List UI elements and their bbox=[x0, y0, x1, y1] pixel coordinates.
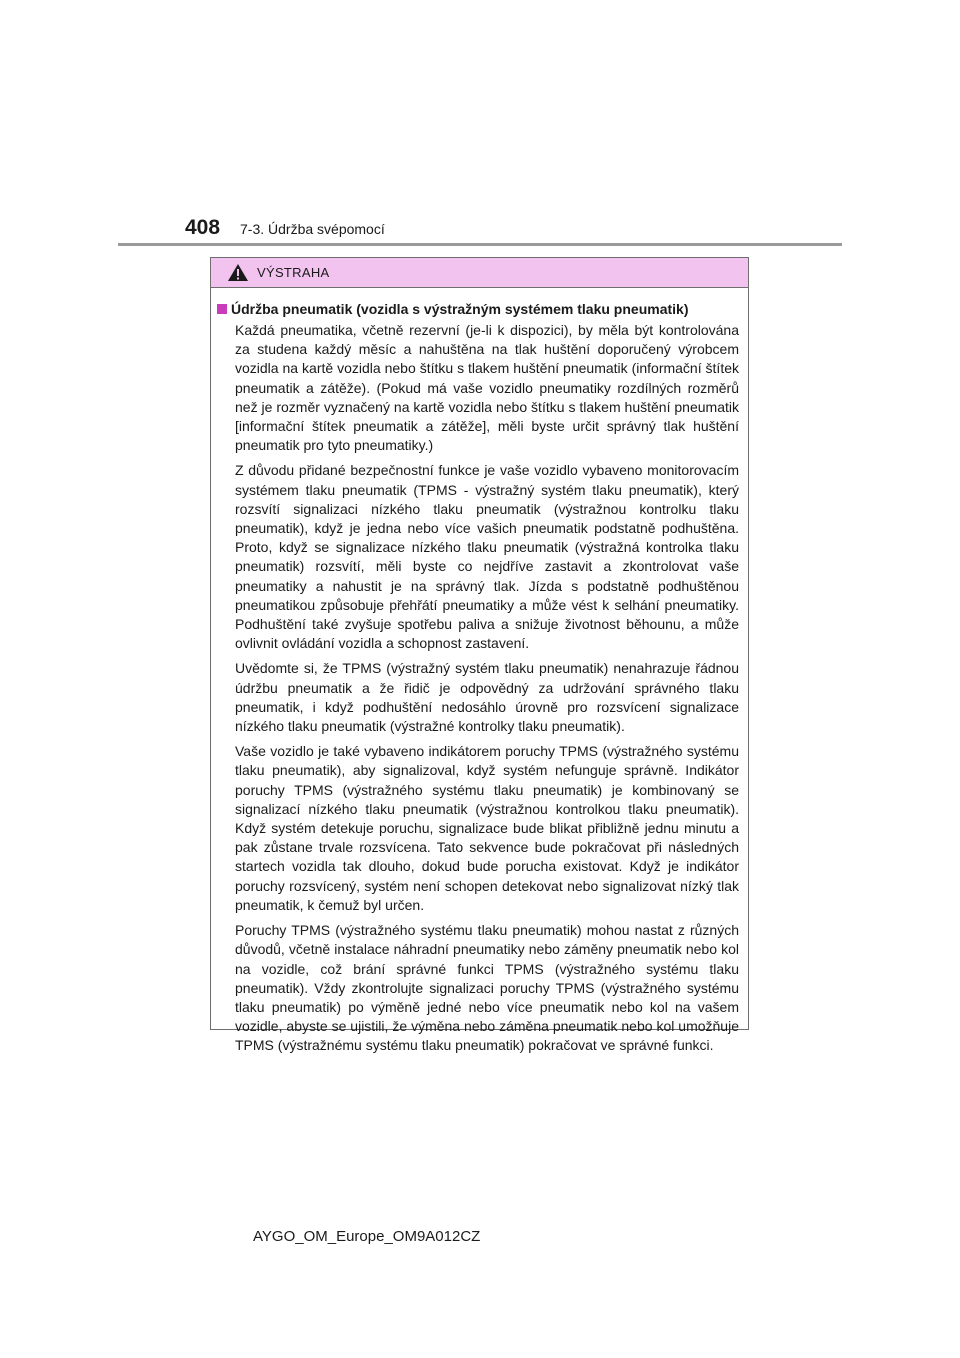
item-heading-text: Údržba pneumatik (vozidla s výstražným systémem tlaku pneumatik) bbox=[231, 301, 689, 317]
document-code: AYGO_OM_Europe_OM9A012CZ bbox=[253, 1228, 481, 1245]
section-title: 7-3. Údržba svépomocí bbox=[240, 221, 385, 237]
warning-title: VÝSTRAHA bbox=[257, 265, 330, 280]
item-heading bbox=[217, 301, 739, 317]
paragraph: Z důvodu přidané bezpečnostní funkce je vaše vozidlo vybaveno monitorovacím systémem tlaku pneumatik (TPMS - výstražný systém tlaku pneumatik), který rozsvítí signalizaci nízkého tlaku pneumatik (výstražnou kontrolku tlaku pneumatik), když je jedna nebo více vašich pneumatik podstatně podhuštěna. Proto, když se signalizace nízkého tlaku pneumatik (výstražná kontrolka tlaku pneumatik) rozsvítí, měli byste co nejdříve zastavit a zkontrolovat vaše pneumatiky a nahustit je na správný tlak. Jízda s podstatně podhuštěnou pneumatikou způsobuje přehřátí pneumatiky a může vést k selhání pneumatiky. Podhuštění také zvyšuje spotřebu paliva a snižuje životnost běhounu, a může ovlivnit ovládání vozidla a schopnost zastavení. bbox=[235, 462, 739, 652]
warning-header bbox=[211, 258, 748, 288]
paragraph: Poruchy TPMS (výstražného systému tlaku pneumatik) mohou nastat z různých důvodů, včetně instalace náhradní pneumatiky nebo záměny pneumatik nebo kol na vozidle, což brání správné funkci TPMS (výstražného systému tlaku pneumatik). Vždy zkontrolujte signalizaci poruchy TPMS (výstražného systému tlaku pneumatik) po výměně jedné nebo více pneumatik nebo kol na vašem vozidle, abyste se ujistili, že výměna nebo záměna pneumatik nebo kol umožňuje TPMS (výstražnému systému tlaku pneumatik) pokračovat ve správné funkci. bbox=[235, 922, 739, 1054]
warning-triangle-icon bbox=[227, 263, 249, 282]
paragraph: Každá pneumatika, včetně rezervní (je-li k dispozici), by měla být kontrolována za studena každý měsíc a nahuštěna na tlak huštění doporučený výrobcem vozidla na kartě vozidla nebo štítku s tlakem huštění pneumatik (informační štítek pneumatik a zátěže). (Pokud má vaše vozidlo pneumatiky rozdílných rozměrů než je rozměr vyznačený na kartě vozidla nebo štítku s tlakem huštění pneumatik [informační štítek pneumatik a zátěže], měli byste určit správný tlak huštění pneumatik pro tyto pneumatiky.) bbox=[235, 322, 739, 454]
paragraph: Vaše vozidlo je také vybaveno indikátorem poruchy TPMS (výstražného systému tlaku pneumatik), aby signalizoval, když systém nefunguje správně. Indikátor poruchy TPMS (výstražného systému tlaku pneumatik) je kombinovaný se signalizací nízkého tlaku pneumatik (výstražnou kontrolkou tlaku pneumatik). Když systém detekuje poruchu, signalizace bude blikat přibližně jednu minutu a pak zůstane trvale rozsvícena. Tato sekvence bude pokračovat při následných startech vozidla tak dlouho, dokud bude porucha existovat. Když je indikátor poruchy rozsvícený, systém není schopen detekovat nebo signalizovat nízký tlak pneumatik, k čemuž byl určen. bbox=[235, 743, 739, 913]
page-number: 408 bbox=[185, 216, 221, 239]
warning-body bbox=[211, 288, 748, 1056]
bullet-square-icon bbox=[217, 304, 227, 314]
header-divider bbox=[118, 243, 842, 246]
paragraph: Uvědomte si, že TPMS (výstražný systém tlaku pneumatik) nenahrazuje řádnou údržbu pneumatik a že řidič je odpovědný za udržování správného tlaku pneumatik, i když podhuštění nedosáhlo úrovně pro rozsvícení signalizace nízkého tlaku pneumatik (výstražné kontrolky tlaku pneumatik). bbox=[235, 660, 739, 735]
warning-box bbox=[210, 257, 749, 1054]
